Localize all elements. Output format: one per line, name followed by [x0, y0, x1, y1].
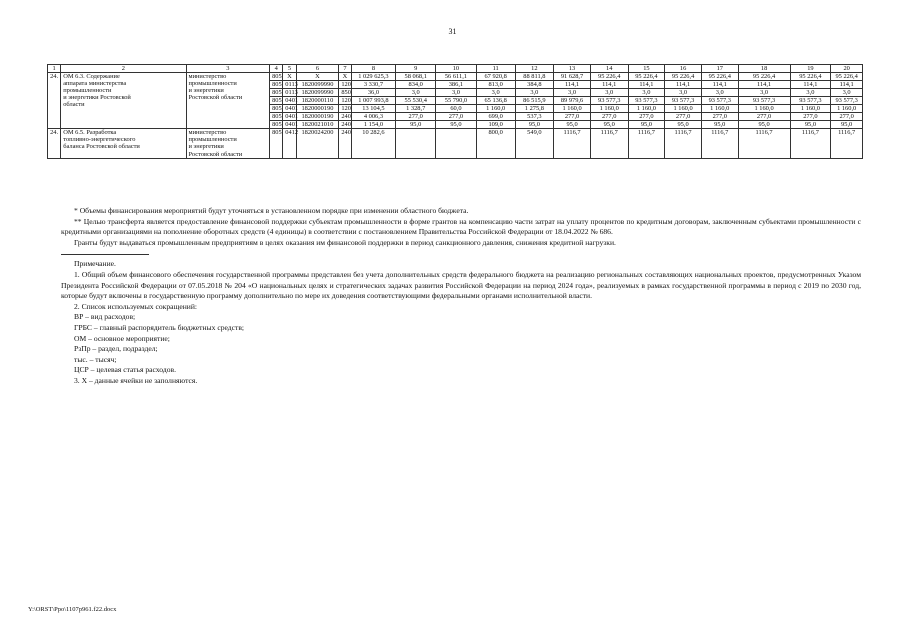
table-cell: X	[296, 73, 339, 81]
measure-name: ОМ 6.3. Содержание аппарата министерства промышленности и энергетики Ростовской области	[61, 73, 186, 129]
column-number: 10	[436, 65, 477, 73]
notes-section	[61, 206, 861, 387]
table-cell: 93 577,3	[665, 97, 702, 105]
table-cell: 120	[339, 81, 351, 89]
table-cell: 95,0	[628, 121, 665, 129]
table-cell: 805	[270, 113, 283, 121]
row-number: 24.	[48, 129, 61, 158]
table-cell: X	[339, 73, 351, 81]
table-cell: 86 515,9	[515, 97, 554, 105]
table-cell: 88 811,8	[515, 73, 554, 81]
note-star1: * Объемы финансирования мероприятий будут уточняться в установленном порядке при изменении областного бюджета.	[74, 206, 469, 215]
table-cell: 805	[270, 73, 283, 81]
remark-item-1: 1. Общий объем финансового обеспечения государственной программы представлен без учета дополнительных средств федерального бюджета на реализацию региональных составляющих национальных проектов, предусмотренных Указом Президента Российской Федерации от 07.05.2018 № 204 «О национальных целях и стратегических задачах развития Российской Федерации на период 2024 года», реализуемых в рамках государственной программы в период с 2019 по 2030 год, которые будут включены в государственную программу дополнительно по мере их доведения соответствующими федеральными органами исполнительной власти.	[61, 269, 861, 301]
table-row	[48, 129, 863, 158]
table-cell: 60,0	[436, 105, 477, 113]
column-number: 1	[48, 65, 61, 73]
table-cell: 1820099990	[296, 81, 339, 89]
executor-name: министерство промышленности и энергетики Ростовской области	[186, 73, 270, 129]
table-cell: 114,1	[554, 81, 591, 89]
abbr-item: РзПр – раздел, подраздел;	[74, 344, 158, 354]
table-cell: 537,3	[515, 113, 554, 121]
executor-name: министерство промышленности и энергетики Ростовской области	[186, 129, 270, 158]
table-cell: 386,1	[436, 81, 477, 89]
table-cell: 805	[270, 129, 283, 158]
table-cell: 95,0	[515, 121, 554, 129]
table-cell: 95 226,4	[701, 73, 738, 81]
table-cell: 114,1	[790, 81, 831, 89]
table-cell: 114,1	[665, 81, 702, 89]
table-cell: 1116,7	[554, 129, 591, 158]
table-cell: 0401	[283, 121, 296, 129]
table-cell: 1 160,0	[476, 105, 515, 113]
table-cell: 55 530,4	[396, 97, 436, 105]
table-cell: 114,1	[831, 81, 863, 89]
table-cell: 834,0	[396, 81, 436, 89]
table-cell: 699,0	[476, 113, 515, 121]
table-cell: 850	[339, 89, 351, 97]
column-number: 8	[351, 65, 396, 73]
abbr-item: ЦСР – целевая статья расходов.	[74, 365, 177, 375]
table-cell: 1 154,0	[351, 121, 396, 129]
table-cell: 0401	[283, 105, 296, 113]
table-cell: 95,0	[790, 121, 831, 129]
table-cell: 65 136,8	[476, 97, 515, 105]
measure-name: ОМ 6.5. Разработка топливно-энергетического баланса Ростовской области	[61, 129, 186, 158]
column-number: 4	[270, 65, 283, 73]
column-number: 19	[790, 65, 831, 73]
table-cell	[436, 129, 477, 158]
column-number: 12	[515, 65, 554, 73]
table-cell: 805	[270, 105, 283, 113]
table-cell: 1 160,0	[701, 105, 738, 113]
column-number: 17	[701, 65, 738, 73]
table-cell: 1820024200	[296, 129, 339, 158]
table-cell: 1 160,0	[628, 105, 665, 113]
table-cell: 3,0	[701, 89, 738, 97]
table-cell: 1116,7	[738, 129, 790, 158]
table-cell: 1116,7	[665, 129, 702, 158]
table-cell: 58 068,1	[396, 73, 436, 81]
table-cell: 13 104,5	[351, 105, 396, 113]
table-cell: 1 328,7	[396, 105, 436, 113]
table-cell: 277,0	[738, 113, 790, 121]
table-cell: 3,0	[554, 89, 591, 97]
note-grants: Гранты будут выдаваться промышленным предприятиям в целях оказания им финансовой поддержки в период санкционного давления, снижения кредитной нагрузки.	[74, 237, 616, 247]
table-cell: 805	[270, 89, 283, 97]
table-cell: 95 226,4	[831, 73, 863, 81]
remark-title: Примечание.	[74, 259, 116, 269]
table-cell: 1116,7	[790, 129, 831, 158]
column-number: 11	[476, 65, 515, 73]
financing-table	[47, 64, 863, 159]
table-cell: 93 577,3	[738, 97, 790, 105]
table-cell: 1 160,0	[790, 105, 831, 113]
table-cell: 1116,7	[628, 129, 665, 158]
note-star2: ** Целью трансферта является предоставление финансовой поддержки субъектам промышленности в форме грантов на компенсацию части затрат на уплату процентов по кредитным договорам, заключенным субъектами промышленности с кредитными организациями на пополнение оборотных средств (4 единицы) в соответствии с постановлением Правительства Российской Федерации от 18.04.2022 № 686.	[61, 216, 861, 237]
column-number: 3	[186, 65, 270, 73]
table-cell: 240	[339, 121, 351, 129]
column-number: 13	[554, 65, 591, 73]
table-cell: 3,0	[790, 89, 831, 97]
table-cell: 1820000110	[296, 97, 339, 105]
table-cell: X	[283, 73, 296, 81]
table-cell: 800,0	[476, 129, 515, 158]
table-cell: 1 029 625,3	[351, 73, 396, 81]
table-cell: 4 006,3	[351, 113, 396, 121]
table-cell: 91 628,7	[554, 73, 591, 81]
table-cell: 277,0	[628, 113, 665, 121]
row-number: 24.	[48, 73, 61, 129]
table-cell: 3,0	[396, 89, 436, 97]
table-cell: 3,0	[738, 89, 790, 97]
table-cell: 93 577,3	[790, 97, 831, 105]
table-cell: 95 226,4	[628, 73, 665, 81]
table-cell: 95,0	[701, 121, 738, 129]
table-cell: 114,1	[628, 81, 665, 89]
table-cell: 1 160,0	[738, 105, 790, 113]
table-cell: 1 160,0	[554, 105, 591, 113]
table-cell: 240	[339, 129, 351, 158]
table-cell: 1 160,0	[665, 105, 702, 113]
file-path-footer: Y:\ORST\Ppo\1107p961.f22.docx	[28, 606, 117, 613]
table-cell: 95 226,4	[790, 73, 831, 81]
table-cell: 240	[339, 113, 351, 121]
column-number: 7	[339, 65, 351, 73]
table-cell: 95 226,4	[665, 73, 702, 81]
table-cell: 114,1	[701, 81, 738, 89]
table-cell: 1820000190	[296, 113, 339, 121]
table-cell: 120	[339, 105, 351, 113]
table-cell: 95,0	[831, 121, 863, 129]
table-cell: 805	[270, 81, 283, 89]
table-cell: 95,0	[590, 121, 628, 129]
abbr-item: ВР – вид расходов;	[74, 312, 136, 322]
table-cell: 1 007 993,8	[351, 97, 396, 105]
table-cell: 10 282,6	[351, 129, 396, 158]
table-cell: 1820000190	[296, 105, 339, 113]
table-cell: 3,0	[476, 89, 515, 97]
table-cell: 1116,7	[701, 129, 738, 158]
table-cell: 56 611,1	[436, 73, 477, 81]
table-cell: 95 226,4	[738, 73, 790, 81]
table-cell: 277,0	[554, 113, 591, 121]
table-cell: 3,0	[590, 89, 628, 97]
table-cell: 277,0	[665, 113, 702, 121]
table-cell: 3,0	[665, 89, 702, 97]
table-cell: 89 979,6	[554, 97, 591, 105]
column-number: 15	[628, 65, 665, 73]
table-cell: 0113	[283, 81, 296, 89]
table-cell	[396, 129, 436, 158]
table-cell: 384,8	[515, 81, 554, 89]
table-cell: 277,0	[590, 113, 628, 121]
column-number: 5	[283, 65, 296, 73]
table-cell: 0401	[283, 97, 296, 105]
table-cell: 114,1	[738, 81, 790, 89]
table-cell: 3,0	[515, 89, 554, 97]
table-row	[48, 73, 863, 81]
remark-item-3: 3. Х – данные ячейки не заполняются.	[74, 375, 198, 385]
table-cell: 813,0	[476, 81, 515, 89]
table-cell: 1 160,0	[831, 105, 863, 113]
table-cell: 36,0	[351, 89, 396, 97]
separator-line	[61, 254, 149, 255]
column-number: 6	[296, 65, 339, 73]
table-cell: 114,1	[590, 81, 628, 89]
table-cell: 109,0	[476, 121, 515, 129]
table-cell: 1 160,0	[590, 105, 628, 113]
table-cell: 95,0	[554, 121, 591, 129]
table-cell: 805	[270, 121, 283, 129]
table-cell: 95,0	[738, 121, 790, 129]
column-number: 9	[396, 65, 436, 73]
table-cell: 277,0	[701, 113, 738, 121]
table-cell: 93 577,3	[590, 97, 628, 105]
table-header-row	[48, 65, 863, 73]
table-cell: 93 577,3	[831, 97, 863, 105]
table-cell: 55 790,0	[436, 97, 477, 105]
column-number: 18	[738, 65, 790, 73]
table-cell: 93 577,3	[701, 97, 738, 105]
column-number: 20	[831, 65, 863, 73]
table-cell: 95,0	[396, 121, 436, 129]
table-cell: 3,0	[436, 89, 477, 97]
table-cell: 95,0	[665, 121, 702, 129]
table-cell: 67 920,8	[476, 73, 515, 81]
table-cell: 3,0	[831, 89, 863, 97]
table-cell: 95,0	[436, 121, 477, 129]
table-cell: 1820021010	[296, 121, 339, 129]
table-cell: 3 330,7	[351, 81, 396, 89]
table-cell: 1 275,8	[515, 105, 554, 113]
table-cell: 95 226,4	[590, 73, 628, 81]
table-cell: 1116,7	[590, 129, 628, 158]
table-cell: 0113	[283, 89, 296, 97]
table-cell: 277,0	[396, 113, 436, 121]
table-cell: 3,0	[628, 89, 665, 97]
table-cell: 805	[270, 97, 283, 105]
column-number: 16	[665, 65, 702, 73]
abbr-item: тыс. – тысяч;	[74, 354, 117, 364]
table-cell: 549,0	[515, 129, 554, 158]
table-cell: 1820099990	[296, 89, 339, 97]
table-cell: 277,0	[831, 113, 863, 121]
column-number: 14	[590, 65, 628, 73]
table-cell: 277,0	[790, 113, 831, 121]
table-cell: 277,0	[436, 113, 477, 121]
abbr-item: ГРБС – главный распорядитель бюджетных средств;	[74, 322, 245, 332]
column-number: 2	[61, 65, 186, 73]
table-cell: 0401	[283, 113, 296, 121]
abbr-item: ОМ – основное мероприятие;	[74, 333, 170, 343]
table-cell: 120	[339, 97, 351, 105]
table-cell: 1116,7	[831, 129, 863, 158]
remark-item-2: 2. Список используемых сокращений:	[74, 301, 198, 311]
page-number: 31	[448, 27, 457, 36]
table-cell: 93 577,3	[628, 97, 665, 105]
table-cell: 0412	[283, 129, 296, 158]
